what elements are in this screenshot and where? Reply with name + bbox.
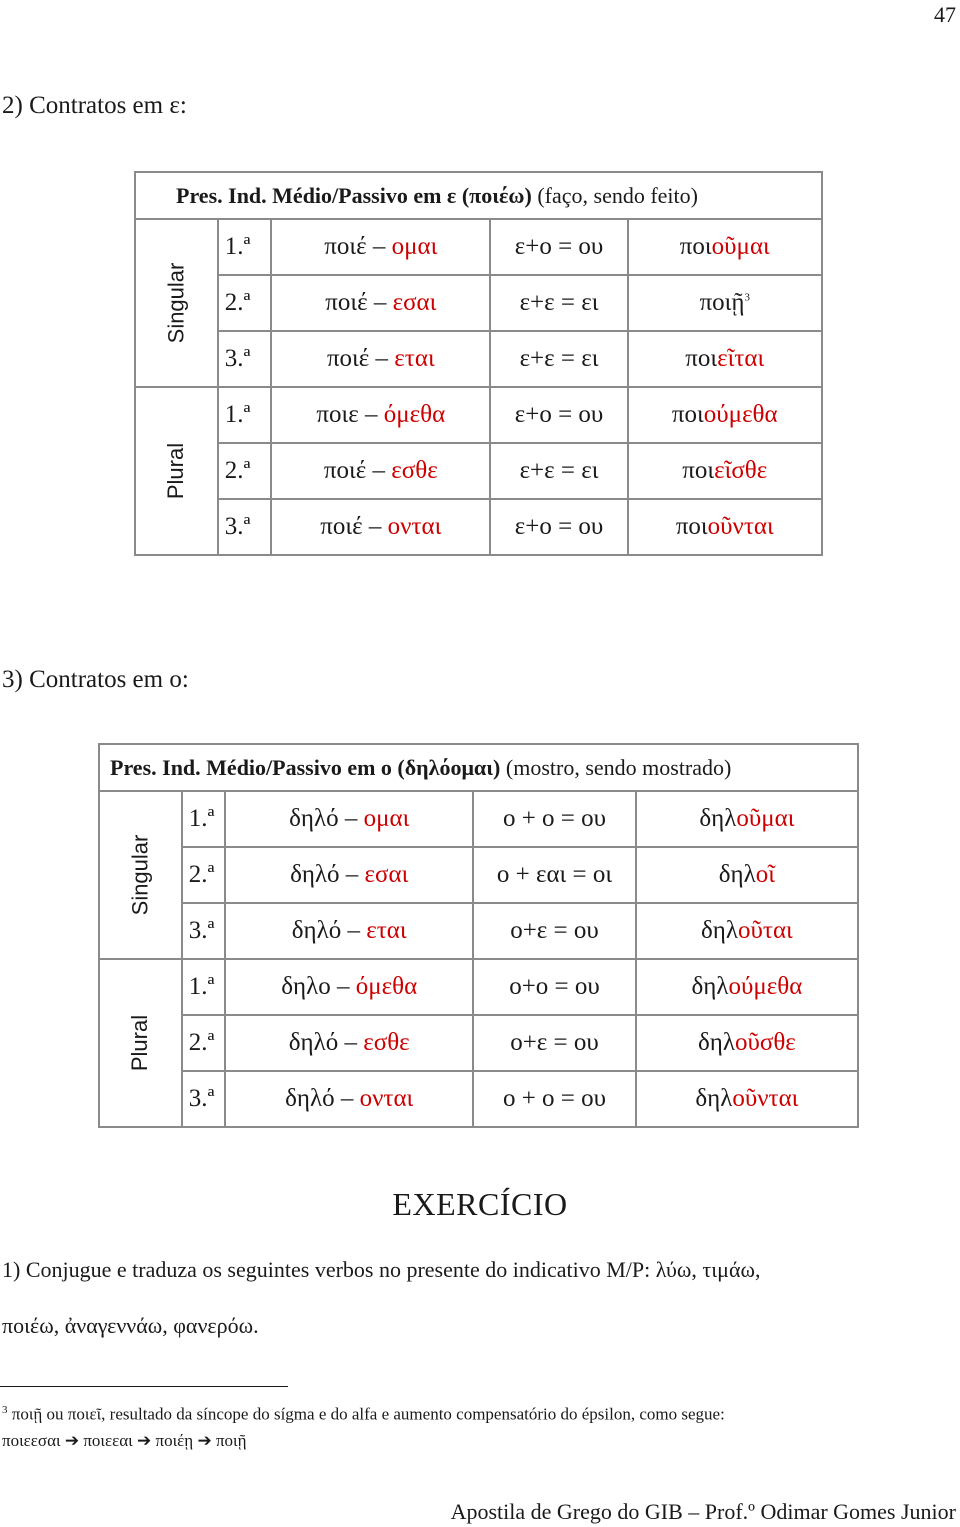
- footnote-line-1: ποιῇ ou ποιεῖ, resultado da síncope do sígma e do alfa e aumento compensatório do épsilon, como segue:: [7, 1404, 725, 1424]
- contracted-form: δηλούμεθα: [636, 959, 858, 1015]
- verb-stem-cell: ποιέ – εσθε: [271, 443, 490, 499]
- arrow-right-icon: ➔: [64, 1431, 80, 1450]
- contracted-form: ποιεῖσθε: [628, 443, 822, 499]
- contracted-form: δηλοῖ: [636, 847, 858, 903]
- contraction-rule: ο + εαι = οι: [473, 847, 636, 903]
- verb-stem-cell: δηλο – όμεθα: [225, 959, 473, 1015]
- footnote-text: [2, 1404, 725, 1425]
- chain-step: ποιεεσαι: [2, 1431, 61, 1450]
- contraction-rule: ο+ε = ου: [473, 1015, 636, 1071]
- conjugation-table-poieo: [134, 171, 823, 556]
- person-label: 1.ª: [182, 959, 226, 1015]
- verb-ending: εσαι: [392, 289, 437, 316]
- contracted-form: ποιεῖται: [628, 331, 822, 387]
- verb-stem-cell: δηλό – ονται: [225, 1071, 473, 1127]
- chain-step: ποιῇ: [215, 1431, 247, 1450]
- contracted-form: δηλοῦσθε: [636, 1015, 858, 1071]
- contraction-rule: ο + ο = ου: [473, 791, 636, 847]
- table-title-bold: Pres. Ind. Médio/Passivo em ε (ποιέω): [176, 182, 532, 208]
- person-label: 3.ª: [182, 903, 226, 959]
- contracted-form: ποιούμεθα: [628, 387, 822, 443]
- arrow-right-icon: ➔: [197, 1431, 212, 1450]
- verb-ending: εται: [366, 917, 407, 944]
- contraction-rule: ε+ο = ου: [490, 219, 627, 275]
- table-title-bold: Pres. Ind. Médio/Passivo em ο (δηλόομαι): [110, 754, 501, 780]
- section-heading-contract-e: 2) Contratos em ε:: [2, 92, 187, 119]
- contraction-rule: ο + ο = ου: [473, 1071, 636, 1127]
- person-label: 2.ª: [218, 275, 271, 331]
- table-title: [135, 172, 822, 219]
- arrow-right-icon: ➔: [137, 1431, 152, 1450]
- verb-ending: εσθε: [391, 457, 438, 484]
- contracted-form: δηλοῦμαι: [636, 791, 858, 847]
- person-label: 3.ª: [218, 331, 271, 387]
- footnote-derivation-chain: [2, 1431, 247, 1451]
- conjugation-table-deloo: [98, 743, 859, 1128]
- person-label: 2.ª: [218, 443, 271, 499]
- verb-stem-cell: ποιέ – ονται: [271, 499, 490, 555]
- person-label: 3.ª: [182, 1071, 226, 1127]
- page-number: 47: [934, 2, 956, 27]
- exercise-instruction-line-2: ποιέω, ἀναγεννάω, φανερόω.: [2, 1313, 259, 1338]
- verb-ending: ονται: [387, 513, 442, 540]
- verb-stem-cell: ποιέ – εται: [271, 331, 490, 387]
- verb-stem-cell: ποιέ – εσαι: [271, 275, 490, 331]
- person-label: 2.ª: [182, 847, 226, 903]
- person-label: 3.ª: [218, 499, 271, 555]
- person-label: 1.ª: [182, 791, 226, 847]
- contracted-form: ποιοῦνται: [628, 499, 822, 555]
- exercise-title: EXERCÍCIO: [392, 1186, 568, 1222]
- footnote-separator: [0, 1386, 288, 1387]
- verb-ending: εσθε: [363, 1029, 410, 1056]
- verb-ending: εται: [394, 345, 435, 372]
- verb-stem-cell: δηλό – εσθε: [225, 1015, 473, 1071]
- verb-ending: ομαι: [391, 233, 438, 260]
- contraction-rule: ε+ε = ει: [490, 275, 627, 331]
- verb-ending: ονται: [359, 1085, 414, 1112]
- contracted-form: δηλοῦται: [636, 903, 858, 959]
- chain-step: ποιεεαι: [83, 1431, 133, 1450]
- verb-ending: όμεθα: [355, 973, 418, 1000]
- contraction-rule: ε+ε = ει: [490, 331, 627, 387]
- table-title-translation: (mostro, sendo mostrado): [500, 754, 732, 780]
- verb-ending: εσαι: [364, 861, 409, 888]
- contraction-rule: ε+ο = ου: [490, 499, 627, 555]
- table-title-translation: (faço, sendo feito): [531, 182, 698, 208]
- contracted-form: δηλοῦνται: [636, 1071, 858, 1127]
- contraction-rule: ο+ε = ου: [473, 903, 636, 959]
- contraction-rule: ο+ο = ου: [473, 959, 636, 1015]
- person-label: 1.ª: [218, 219, 271, 275]
- contracted-form: ποιοῦμαι: [628, 219, 822, 275]
- group-label-plural: Plural: [135, 387, 218, 555]
- verb-stem-cell: ποιε – όμεθα: [271, 387, 490, 443]
- footnote-marker: 3: [2, 1404, 8, 1416]
- verb-stem-cell: ποιέ – ομαι: [271, 219, 490, 275]
- group-label-singular: Singular: [99, 791, 182, 959]
- verb-stem-cell: δηλό – εται: [225, 903, 473, 959]
- person-label: 1.ª: [218, 387, 271, 443]
- chain-step: ποιέῃ: [155, 1431, 194, 1450]
- verb-ending: ομαι: [363, 805, 410, 832]
- group-label-plural: Plural: [99, 959, 182, 1127]
- contraction-rule: ε+ο = ου: [490, 387, 627, 443]
- page-footer: Apostila de Grego do GIB – Prof.º Odimar Gomes Junior: [450, 1499, 956, 1524]
- table-title: [99, 744, 858, 791]
- verb-stem-cell: δηλό – εσαι: [225, 847, 473, 903]
- verb-stem-cell: δηλό – ομαι: [225, 791, 473, 847]
- contracted-form: ποιῇ$^3$: [628, 275, 822, 331]
- group-label-singular: Singular: [135, 219, 218, 387]
- contraction-rule: ε+ε = ει: [490, 443, 627, 499]
- section-heading-contract-o: 3) Contratos em ο:: [2, 666, 189, 693]
- verb-ending: όμεθα: [383, 401, 446, 428]
- footnote-ref: 3: [744, 291, 750, 304]
- exercise-instruction-line-1: 1) Conjugue e traduza os seguintes verbos no presente do indicativo M/P: λύω, τιμάω,: [2, 1257, 761, 1282]
- person-label: 2.ª: [182, 1015, 226, 1071]
